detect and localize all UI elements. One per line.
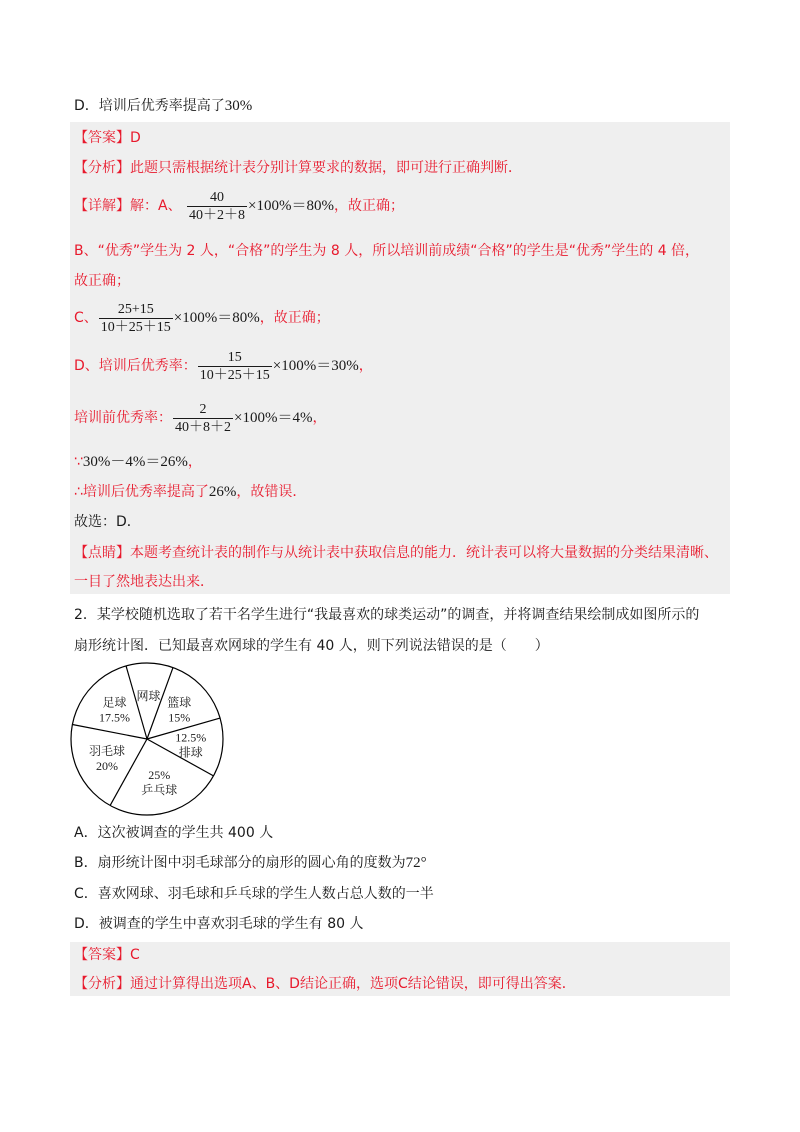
q1-detail-pre-comment: ， xyxy=(312,410,327,426)
q1-detail-pre-result: ×100%＝4% xyxy=(234,410,313,426)
pie-label-name-2: 篮球 xyxy=(167,695,192,710)
pie-chart xyxy=(67,659,227,819)
q1-therefore xyxy=(74,482,306,502)
fraction-denominator: 10＋25＋15 xyxy=(199,367,270,383)
pie-label-percent-6: 17.5% xyxy=(99,710,130,725)
q1-detail-pre-fraction xyxy=(173,401,233,436)
q2-stem-line2: 扇形统计图．已知最喜欢网球的学生有 40 人，则下列说法错误的是（ ） xyxy=(74,638,549,654)
because-symbol: ∵ xyxy=(74,454,83,470)
pie-label-name-6: 足球 xyxy=(102,695,127,710)
q1-detail-c-result: ×100%＝80% xyxy=(173,310,260,326)
q1-detail-d-result: ×100%＝30% xyxy=(272,358,359,374)
q2-analysis: 【分析】通过计算得出选项A、B、D结论正确，选项C结论错误，即可得出答案． xyxy=(74,976,576,992)
q1-therefore-comment: ，故错误． xyxy=(236,484,307,500)
q1-detail-a-comment: ，故正确； xyxy=(333,198,404,214)
fraction-denominator: 40＋8＋2 xyxy=(175,419,231,435)
q1-detail-pre xyxy=(74,398,326,438)
q2-stem-line1: 2．某学校随机选取了若干名学生进行“我最喜欢的球类运动”的调查，并将调查结果绘制成如图所示的 xyxy=(74,607,700,623)
q1-option-d-math: 30% xyxy=(224,98,253,114)
q1-because-math: 30%－4%＝26% xyxy=(82,454,188,470)
q1-option-d-text: D．培训后优秀率提高了 xyxy=(74,98,225,114)
q1-because xyxy=(74,452,202,472)
q1-detail-d-comment: ， xyxy=(358,358,373,374)
q1-detail-d xyxy=(74,346,373,386)
q1-detail-label: 【详解】解：A、 xyxy=(74,198,182,214)
q1-remark-line1: 【点睛】本题考查统计表的制作与从统计表中获取信息的能力．统计表可以将大量数据的分类结果清晰、 xyxy=(74,545,718,561)
q1-detail-c-comment: ，故正确； xyxy=(259,310,330,326)
pie-label-name-1: 网球 xyxy=(136,688,161,703)
pie-label-percent-5: 20% xyxy=(96,759,118,774)
fraction-numerator: 40 xyxy=(210,189,225,205)
fraction-numerator: 2 xyxy=(199,401,207,417)
q1-option-d xyxy=(74,96,252,116)
q1-because-comment: ， xyxy=(187,454,202,470)
q1-detail-b-line1: B、“优秀”学生为 2 人，“合格”的学生为 8 人，所以培训前成绩“合格”的学生是“优秀”学生的 4 倍， xyxy=(74,243,700,259)
q2-option-d: D．被调查的学生中喜欢羽毛球的学生有 80 人 xyxy=(74,916,364,932)
q1-analysis: 【分析】此题只需根据统计表分别计算要求的数据，即可进行正确判断． xyxy=(74,160,522,176)
q2-answer: 【答案】C xyxy=(74,947,140,963)
q1-detail-c-label: C、 xyxy=(74,310,98,326)
q2-option-b xyxy=(74,853,427,873)
q1-detail-d-fraction xyxy=(198,349,272,384)
q2-option-b-math: 72° xyxy=(405,855,427,871)
q1-detail-c-fraction xyxy=(99,301,173,336)
q1-detail-d-label: D、培训后优秀率： xyxy=(74,358,197,374)
q1-choose: 故选：D． xyxy=(74,514,141,530)
pie-label-name-4: 乒乓球 xyxy=(141,782,178,797)
fraction-denominator: 10＋25＋15 xyxy=(100,319,171,335)
q2-option-c: C．喜欢网球、羽毛球和乒乓球的学生人数占总人数的一半 xyxy=(74,886,434,902)
q1-detail-b-line2: 故正确； xyxy=(74,273,130,289)
fraction-denominator: 40＋2＋8 xyxy=(189,207,246,223)
pie-label-percent-2: 15% xyxy=(168,710,191,725)
fraction-numerator: 25+15 xyxy=(117,301,154,317)
q1-detail-c xyxy=(74,298,330,338)
q2-option-b-text: B．扇形统计图中羽毛球部分的扇形的圆心角的度数为 xyxy=(74,855,406,871)
pie-label-name-3: 排球 xyxy=(178,745,203,760)
q1-detail-a-fraction xyxy=(187,189,247,224)
pie-label-percent-3: 12.5% xyxy=(175,730,207,745)
q1-detail-a-result: ×100%＝80% xyxy=(248,198,334,214)
q1-remark-line2: 一目了然地表达出来． xyxy=(74,574,214,590)
q2-option-a: A．这次被调查的学生共 400 人 xyxy=(74,825,274,841)
fraction-numerator: 15 xyxy=(227,349,242,365)
q1-therefore-math: 26% xyxy=(208,484,237,500)
q1-answer: 【答案】D xyxy=(74,130,141,146)
pie-label-percent-4: 25% xyxy=(148,767,171,782)
pie-label-name-5: 羽毛球 xyxy=(88,744,126,759)
q1-detail-a xyxy=(74,186,404,226)
q1-therefore-text: ∴培训后优秀率提高了 xyxy=(74,484,209,500)
q1-detail-pre-label: 培训前优秀率： xyxy=(74,410,172,426)
